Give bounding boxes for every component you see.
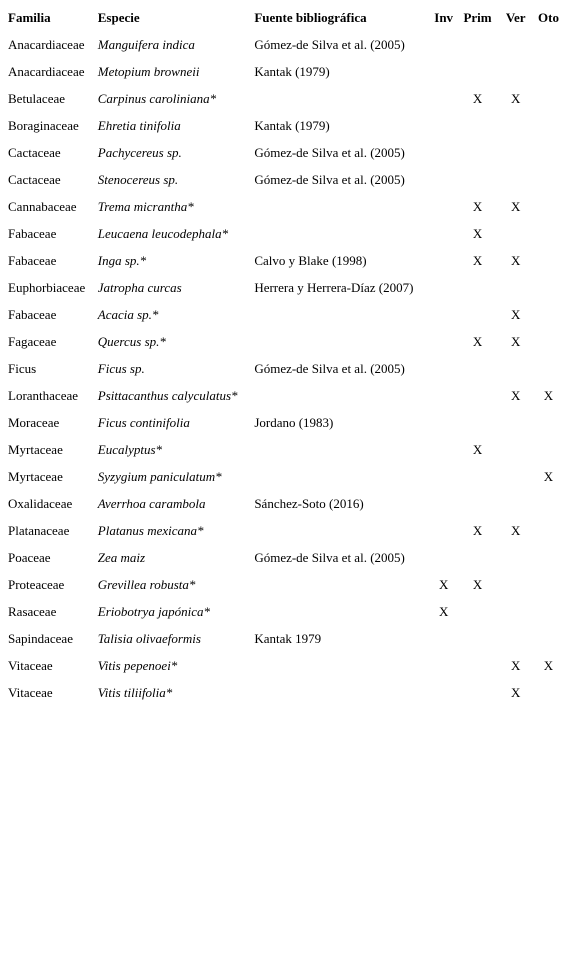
cell-oto bbox=[534, 598, 563, 625]
cell-ver: X bbox=[511, 388, 521, 403]
table-row bbox=[4, 112, 563, 139]
table-row bbox=[4, 571, 563, 598]
cell-prim bbox=[458, 679, 498, 706]
cell-ver bbox=[497, 463, 534, 490]
cell-oto bbox=[534, 58, 563, 85]
cell-ver bbox=[497, 409, 534, 436]
cell-prim bbox=[458, 274, 498, 301]
cell-especie: Ficus continifolia bbox=[97, 415, 190, 430]
cell-ver bbox=[497, 220, 534, 247]
cell-fuente bbox=[250, 436, 429, 463]
header-especie: Especie bbox=[97, 10, 140, 25]
cell-prim bbox=[458, 355, 498, 382]
cell-fuente: Gómez-de Silva et al. (2005) bbox=[254, 361, 405, 376]
cell-prim bbox=[458, 625, 498, 652]
cell-oto bbox=[534, 85, 563, 112]
cell-especie: Jatropha curcas bbox=[97, 280, 182, 295]
header-fuente: Fuente bibliográfica bbox=[254, 10, 367, 25]
cell-oto bbox=[534, 436, 563, 463]
cell-oto bbox=[534, 166, 563, 193]
cell-familia: Cactaceae bbox=[8, 145, 61, 160]
cell-especie: Vitis tiliifolia* bbox=[97, 685, 173, 700]
cell-prim bbox=[458, 544, 498, 571]
cell-especie: Leucaena leucodephala* bbox=[97, 226, 229, 241]
cell-familia: Ficus bbox=[8, 361, 37, 376]
cell-fuente: Jordano (1983) bbox=[254, 415, 334, 430]
cell-familia: Oxalidaceae bbox=[8, 496, 73, 511]
cell-especie: Zea maiz bbox=[97, 550, 146, 565]
cell-ver: X bbox=[511, 334, 521, 349]
cell-prim bbox=[458, 301, 498, 328]
cell-especie: Quercus sp.* bbox=[97, 334, 166, 349]
cell-familia: Fabaceae bbox=[8, 226, 57, 241]
cell-oto bbox=[534, 571, 563, 598]
table-row bbox=[4, 436, 563, 463]
table-row bbox=[4, 463, 563, 490]
cell-inv bbox=[430, 139, 458, 166]
cell-inv bbox=[430, 436, 458, 463]
cell-inv bbox=[430, 220, 458, 247]
species-table-container bbox=[4, 4, 563, 706]
cell-oto bbox=[534, 31, 563, 58]
cell-ver: X bbox=[511, 685, 521, 700]
cell-oto bbox=[534, 490, 563, 517]
cell-fuente bbox=[250, 301, 429, 328]
cell-ver bbox=[497, 166, 534, 193]
cell-familia: Cannabaceae bbox=[8, 199, 77, 214]
cell-prim: X bbox=[472, 442, 483, 457]
cell-inv bbox=[430, 274, 458, 301]
cell-inv bbox=[430, 355, 458, 382]
cell-ver bbox=[497, 598, 534, 625]
cell-fuente: Gómez-de Silva et al. (2005) bbox=[254, 172, 405, 187]
cell-inv bbox=[430, 31, 458, 58]
cell-fuente: Gómez-de Silva et al. (2005) bbox=[254, 37, 405, 52]
table-row bbox=[4, 544, 563, 571]
cell-especie: Platanus mexicana* bbox=[97, 523, 204, 538]
cell-prim bbox=[458, 31, 498, 58]
cell-ver bbox=[497, 112, 534, 139]
cell-fuente bbox=[250, 571, 429, 598]
cell-fuente bbox=[250, 382, 429, 409]
cell-inv bbox=[430, 328, 458, 355]
cell-prim bbox=[458, 598, 498, 625]
cell-especie: Talisia olivaeformis bbox=[97, 631, 201, 646]
cell-fuente bbox=[250, 679, 429, 706]
cell-inv bbox=[430, 112, 458, 139]
cell-especie: Averrhoa carambola bbox=[97, 496, 206, 511]
table-row bbox=[4, 625, 563, 652]
cell-especie: Trema micrantha* bbox=[97, 199, 194, 214]
table-row bbox=[4, 517, 563, 544]
table-row bbox=[4, 220, 563, 247]
cell-familia: Euphorbiaceae bbox=[8, 280, 86, 295]
cell-prim: X bbox=[472, 253, 483, 268]
cell-inv bbox=[430, 247, 458, 274]
cell-oto bbox=[534, 220, 563, 247]
cell-ver: X bbox=[511, 91, 521, 106]
cell-fuente bbox=[250, 463, 429, 490]
cell-fuente: Kantak 1979 bbox=[254, 631, 322, 646]
cell-oto bbox=[534, 544, 563, 571]
cell-ver bbox=[497, 571, 534, 598]
cell-especie: Eucalyptus* bbox=[97, 442, 163, 457]
header-ver: Ver bbox=[505, 10, 526, 25]
cell-oto bbox=[534, 679, 563, 706]
cell-especie: Ehretia tinifolia bbox=[97, 118, 181, 133]
cell-inv bbox=[430, 301, 458, 328]
cell-especie: Ficus sp. bbox=[97, 361, 145, 376]
cell-fuente bbox=[250, 652, 429, 679]
table-row bbox=[4, 193, 563, 220]
cell-ver bbox=[497, 625, 534, 652]
table-row bbox=[4, 409, 563, 436]
cell-familia: Platanaceae bbox=[8, 523, 70, 538]
cell-fuente: Kantak (1979) bbox=[254, 118, 330, 133]
cell-especie: Carpinus caroliniana* bbox=[97, 91, 217, 106]
cell-prim bbox=[458, 112, 498, 139]
cell-ver: X bbox=[511, 307, 521, 322]
cell-oto bbox=[534, 355, 563, 382]
table-body bbox=[4, 31, 563, 706]
table-row bbox=[4, 166, 563, 193]
table-row bbox=[4, 85, 563, 112]
species-table bbox=[4, 4, 563, 706]
cell-ver: X bbox=[511, 253, 521, 268]
cell-familia: Fagaceae bbox=[8, 334, 57, 349]
cell-oto: X bbox=[543, 388, 554, 403]
cell-fuente bbox=[250, 517, 429, 544]
cell-inv bbox=[430, 193, 458, 220]
cell-prim: X bbox=[472, 577, 483, 592]
table-row bbox=[4, 382, 563, 409]
cell-familia: Fabaceae bbox=[8, 253, 57, 268]
cell-ver bbox=[497, 544, 534, 571]
cell-fuente: Sánchez-Soto (2016) bbox=[254, 496, 364, 511]
table-row bbox=[4, 652, 563, 679]
cell-prim: X bbox=[472, 91, 483, 106]
cell-fuente bbox=[250, 598, 429, 625]
table-row bbox=[4, 598, 563, 625]
cell-familia: Betulaceae bbox=[8, 91, 66, 106]
cell-oto bbox=[534, 247, 563, 274]
cell-especie: Syzygium paniculatum* bbox=[97, 469, 222, 484]
table-row bbox=[4, 139, 563, 166]
header-prim: Prim bbox=[463, 10, 492, 25]
cell-ver bbox=[497, 436, 534, 463]
cell-ver bbox=[497, 274, 534, 301]
cell-inv bbox=[430, 409, 458, 436]
cell-inv: X bbox=[438, 577, 449, 592]
cell-inv bbox=[430, 517, 458, 544]
cell-ver bbox=[497, 31, 534, 58]
cell-inv bbox=[430, 382, 458, 409]
cell-fuente bbox=[250, 193, 429, 220]
cell-familia: Cactaceae bbox=[8, 172, 61, 187]
table-row bbox=[4, 679, 563, 706]
cell-especie: Acacia sp.* bbox=[97, 307, 159, 322]
cell-prim bbox=[458, 652, 498, 679]
cell-familia: Myrtaceae bbox=[8, 442, 63, 457]
cell-familia: Loranthaceae bbox=[8, 388, 79, 403]
cell-oto bbox=[534, 193, 563, 220]
cell-oto bbox=[534, 517, 563, 544]
cell-oto bbox=[534, 274, 563, 301]
cell-prim: X bbox=[472, 199, 483, 214]
cell-prim bbox=[458, 490, 498, 517]
cell-especie: Psittacanthus calyculatus* bbox=[97, 388, 238, 403]
cell-ver bbox=[497, 355, 534, 382]
cell-prim bbox=[458, 166, 498, 193]
cell-familia: Vitaceae bbox=[8, 685, 53, 700]
cell-prim: X bbox=[472, 523, 483, 538]
cell-familia: Vitaceae bbox=[8, 658, 53, 673]
cell-inv bbox=[430, 463, 458, 490]
cell-familia: Poaceae bbox=[8, 550, 51, 565]
cell-inv bbox=[430, 490, 458, 517]
table-row bbox=[4, 301, 563, 328]
cell-fuente bbox=[250, 85, 429, 112]
cell-ver bbox=[497, 490, 534, 517]
table-row bbox=[4, 274, 563, 301]
cell-fuente: Kantak (1979) bbox=[254, 64, 330, 79]
cell-fuente bbox=[250, 328, 429, 355]
table-row bbox=[4, 355, 563, 382]
cell-prim bbox=[458, 139, 498, 166]
cell-ver: X bbox=[511, 658, 521, 673]
cell-oto bbox=[534, 301, 563, 328]
cell-prim: X bbox=[472, 334, 483, 349]
cell-ver bbox=[497, 58, 534, 85]
header-oto: Oto bbox=[538, 10, 559, 25]
cell-oto bbox=[534, 328, 563, 355]
header-inv: Inv bbox=[434, 10, 454, 25]
cell-ver: X bbox=[511, 199, 521, 214]
cell-especie: Manguifera indica bbox=[97, 37, 195, 52]
cell-especie: Grevillea robusta* bbox=[97, 577, 196, 592]
cell-especie: Pachycereus sp. bbox=[97, 145, 182, 160]
cell-inv bbox=[430, 652, 458, 679]
cell-familia: Rasaceae bbox=[8, 604, 57, 619]
cell-oto bbox=[534, 625, 563, 652]
cell-familia: Boraginaceae bbox=[8, 118, 79, 133]
cell-familia: Sapindaceae bbox=[8, 631, 73, 646]
cell-inv bbox=[430, 679, 458, 706]
cell-especie: Inga sp.* bbox=[97, 253, 147, 268]
cell-inv bbox=[430, 166, 458, 193]
cell-inv bbox=[430, 85, 458, 112]
cell-fuente bbox=[250, 220, 429, 247]
header-row bbox=[4, 4, 563, 31]
cell-ver: X bbox=[511, 523, 521, 538]
table-header bbox=[4, 4, 563, 31]
cell-familia: Anacardiaceae bbox=[8, 64, 85, 79]
cell-prim: X bbox=[472, 226, 483, 241]
cell-familia: Anacardiaceae bbox=[8, 37, 85, 52]
cell-inv bbox=[430, 625, 458, 652]
cell-prim bbox=[458, 382, 498, 409]
cell-oto: X bbox=[543, 469, 554, 484]
cell-especie: Eriobotrya japónica* bbox=[97, 604, 211, 619]
cell-inv bbox=[430, 58, 458, 85]
cell-oto bbox=[534, 409, 563, 436]
cell-especie: Metopium browneii bbox=[97, 64, 200, 79]
cell-oto bbox=[534, 112, 563, 139]
cell-especie: Vitis pepenoei* bbox=[97, 658, 178, 673]
table-row bbox=[4, 247, 563, 274]
header-familia: Familia bbox=[8, 10, 51, 25]
cell-inv: X bbox=[438, 604, 449, 619]
cell-ver bbox=[497, 139, 534, 166]
cell-prim bbox=[458, 58, 498, 85]
cell-familia: Proteaceae bbox=[8, 577, 65, 592]
cell-especie: Stenocereus sp. bbox=[97, 172, 179, 187]
cell-oto: X bbox=[543, 658, 554, 673]
cell-inv bbox=[430, 544, 458, 571]
cell-fuente: Herrera y Herrera-Díaz (2007) bbox=[254, 280, 414, 295]
cell-oto bbox=[534, 139, 563, 166]
table-row bbox=[4, 490, 563, 517]
cell-familia: Fabaceae bbox=[8, 307, 57, 322]
cell-fuente: Gómez-de Silva et al. (2005) bbox=[254, 145, 405, 160]
cell-prim bbox=[458, 409, 498, 436]
cell-fuente: Gómez-de Silva et al. (2005) bbox=[254, 550, 405, 565]
cell-fuente: Calvo y Blake (1998) bbox=[254, 253, 367, 268]
cell-familia: Myrtaceae bbox=[8, 469, 63, 484]
table-row bbox=[4, 328, 563, 355]
table-row bbox=[4, 31, 563, 58]
cell-prim bbox=[458, 463, 498, 490]
cell-familia: Moraceae bbox=[8, 415, 60, 430]
table-row bbox=[4, 58, 563, 85]
